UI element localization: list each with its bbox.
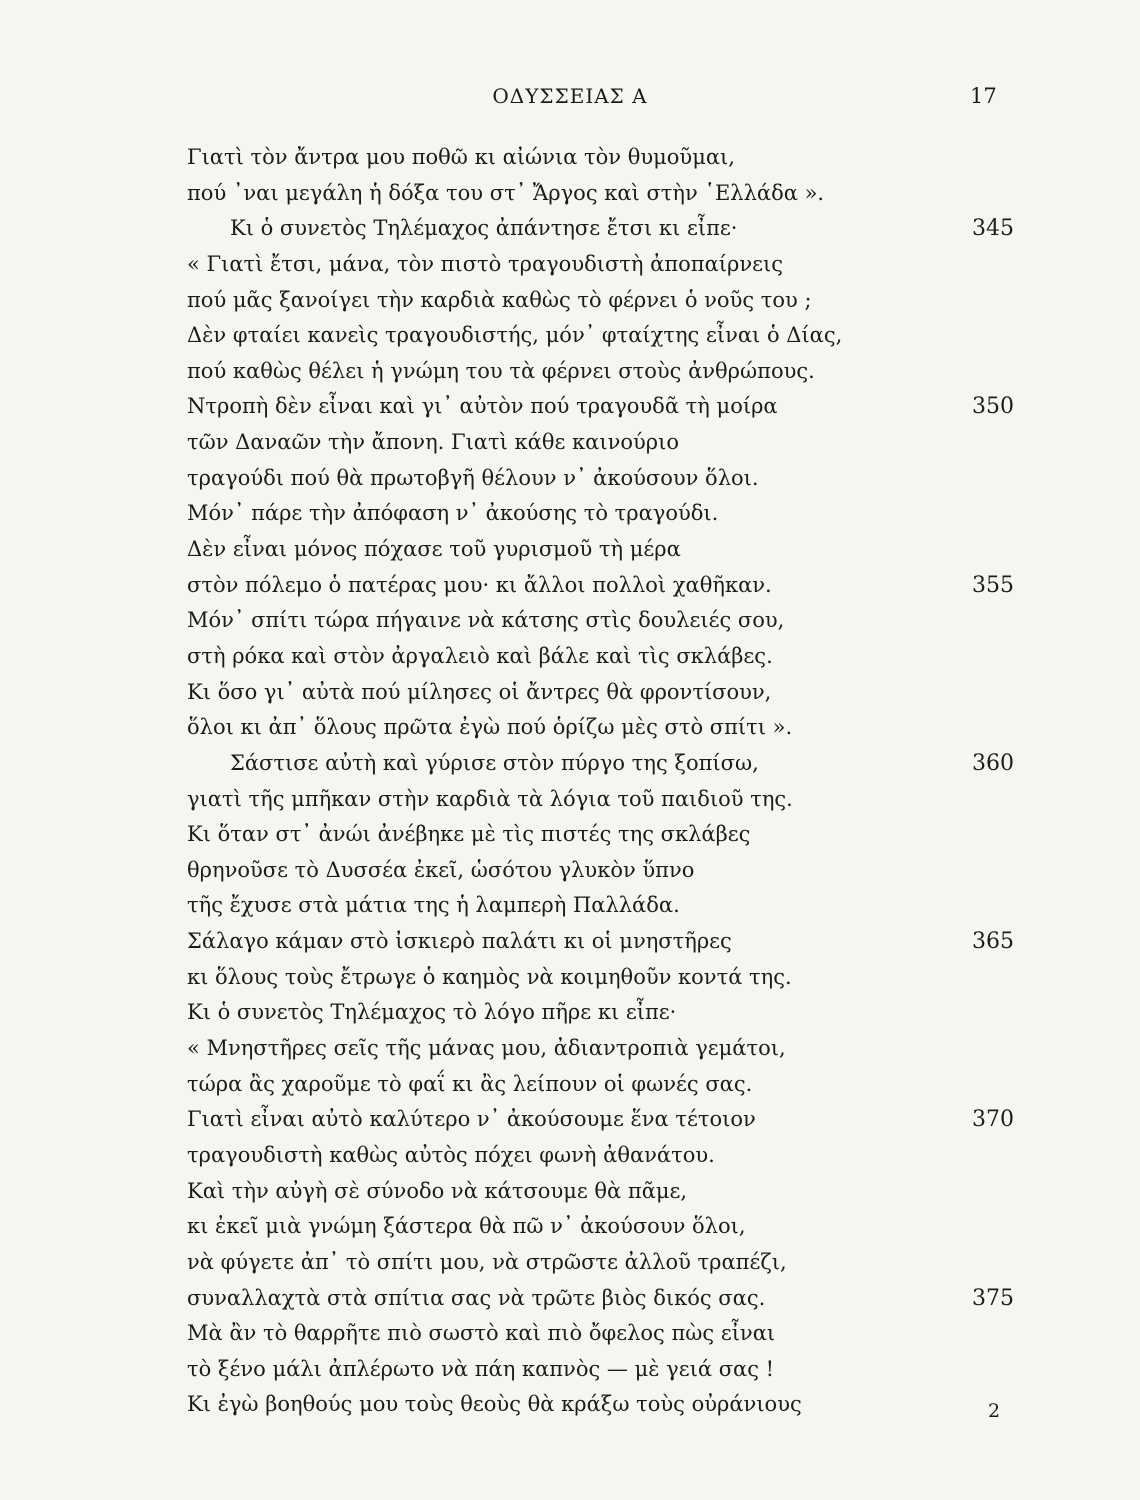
verse-text: « Μνηστῆρες σεῖς τῆς μάνας μου, ἀδιαντροπιὰ γεμάτοι, xyxy=(187,1036,786,1061)
verse-text: πού ᾿ναι μεγάλη ἡ δόξα του στ᾿ Ἄργος καὶ στὴν ῾Ελλάδα ». xyxy=(187,180,825,205)
verse-line xyxy=(187,354,977,390)
verse-text: τὸ ξένο μάλι ἀπλέρωτο νὰ πάη καπνὸς — μὲ γειά σας ! xyxy=(187,1356,775,1381)
verse-text: « Γιατὶ ἔτσι, μάνα, τὸν πιστὸ τραγουδιστὴ ἀποπαίρνεις xyxy=(187,251,783,276)
verse-line xyxy=(187,853,977,889)
verse-text: Ντροπὴ δὲν εἶναι καὶ γι᾿ αὐτὸν πού τραγουδᾶ τὴ μοίρα xyxy=(187,394,778,419)
verse-line xyxy=(187,1387,977,1423)
verse-line xyxy=(187,425,977,461)
verse-text: τραγούδι πού θὰ πρωτοβγῆ θέλουν ν᾿ ἀκούσουν ὅλοι. xyxy=(187,465,759,490)
verse-text: Δὲν φταίει κανεὶς τραγουδιστής, μόν᾿ φταίχτης εἶναι ὁ Δίας, xyxy=(187,323,843,348)
verse-line xyxy=(187,1067,977,1103)
line-number: 350 xyxy=(972,394,1014,420)
verse-text: τῶν Δαναῶν τὴν ἄπονη. Γιατὶ κάθε καινούριο xyxy=(187,430,679,455)
verse-text: Σάστισε αὐτὴ καὶ γύρισε στὸν πύργο της ξοπίσω, xyxy=(230,750,759,775)
verse-line xyxy=(187,639,977,675)
verse-text: συναλλαχτὰ στὰ σπίτια σας νὰ τρῶτε βιὸς δικός σας. xyxy=(187,1285,766,1310)
verse-text: Κι ἐγὼ βοηθούς μου τοὺς θεοὺς θὰ κράξω τοὺς οὐράνιους xyxy=(187,1392,802,1417)
verse-line xyxy=(187,568,1014,604)
verse-line xyxy=(187,1281,1014,1317)
verse-text: θρηνοῦσε τὸ Δυσσέα ἐκεῖ, ὡσότου γλυκὸν ὕπνο xyxy=(187,857,695,882)
line-number: 355 xyxy=(972,572,1014,598)
verse-line xyxy=(187,318,977,354)
verse-line xyxy=(187,532,977,568)
verse-text: Γιατὶ τὸν ἄντρα μου ποθῶ κι αἰώνια τὸν θυμοῦμαι, xyxy=(187,145,735,169)
verse-line xyxy=(187,1316,977,1352)
verse-line xyxy=(187,1102,1014,1138)
verse-line xyxy=(187,1138,977,1174)
signature-mark: 2 xyxy=(988,1400,1001,1422)
verse-text: Μόν᾿ σπίτι τώρα πήγαινε νὰ κάτσης στὶς δουλειές σου, xyxy=(187,608,785,633)
verse-line xyxy=(187,461,977,497)
verse-text: Κι ὁ συνετὸς Τηλέμαχος τὸ λόγο πῆρε κι εἶπε· xyxy=(187,1000,677,1025)
page-number: 17 xyxy=(970,84,997,108)
line-number: 370 xyxy=(972,1107,1014,1133)
verse-line xyxy=(187,782,977,818)
verse-text: στὸν πόλεμο ὁ πατέρας μου· κι ἄλλοι πολλοὶ χαθῆκαν. xyxy=(187,572,772,597)
verse-line xyxy=(187,675,977,711)
verse-text: Σάλαγο κάμαν στὸ ἰσκιερὸ παλάτι κι οἱ μνηστῆρες xyxy=(187,929,732,954)
verse-line xyxy=(187,211,1014,247)
verse-line xyxy=(187,710,977,746)
line-number: 360 xyxy=(972,750,1014,776)
verse-line xyxy=(187,140,977,176)
verse-text: γιατὶ τῆς μπῆκαν στὴν καρδιὰ τὰ λόγια τοῦ παιδιοῦ της. xyxy=(187,786,793,811)
line-number: 375 xyxy=(972,1285,1014,1311)
verse-text: νὰ φύγετε ἀπ᾿ τὸ σπίτι μου, νὰ στρῶστε ἀλλοῦ τραπέζι, xyxy=(187,1249,787,1274)
running-title: ΟΔΥΣΣΕΙΑΣ Α xyxy=(492,84,648,108)
verse-text: τῆς ἔχυσε στὰ μάτια της ἡ λαμπερὴ Παλλάδα. xyxy=(187,893,680,918)
verse-line xyxy=(187,1352,977,1388)
verse-line xyxy=(187,1209,977,1245)
verse-text: Κι ὁ συνετὸς Τηλέμαχος ἀπάντησε ἔτσι κι εἶπε· xyxy=(230,216,738,241)
verse-text: πού καθὼς θέλει ἡ γνώμη του τὰ φέρνει στοὺς ἀνθρώπους. xyxy=(187,358,815,383)
verse-line xyxy=(187,817,977,853)
verse-line xyxy=(187,496,977,532)
verse-text: Κι ὅταν στ᾿ ἀνώι ἀνέβηκε μὲ τὶς πιστές της σκλάβες xyxy=(187,822,751,847)
line-number: 365 xyxy=(972,929,1014,955)
verse-line xyxy=(187,247,977,283)
verse-line xyxy=(187,283,977,319)
verse-text: πού μᾶς ξανοίγει τὴν καρδιὰ καθὼς τὸ φέρνει ὁ νοῦς του ; xyxy=(187,287,812,312)
verse-line xyxy=(187,888,977,924)
verse-block xyxy=(187,140,1014,1423)
verse-text: τραγουδιστὴ καθὼς αὐτὸς πόχει φωνὴ ἀθανάτου. xyxy=(187,1142,715,1167)
verse-text: Καὶ τὴν αὐγὴ σὲ σύνοδο νὰ κάτσουμε θὰ πᾶμε, xyxy=(187,1178,688,1203)
verse-text: Κι ὅσο γι᾿ αὐτὰ πού μίλησες οἱ ἄντρες θὰ φροντίσουν, xyxy=(187,679,772,704)
verse-line xyxy=(187,176,977,212)
verse-text: Γιατὶ εἶναι αὐτὸ καλύτερο ν᾿ ἀκούσουμε ἕνα τέτοιον xyxy=(187,1107,756,1132)
verse-text: κι ὅλους τοὺς ἔτρωγε ὁ καημὸς νὰ κοιμηθοῦν κοντά της. xyxy=(187,964,792,989)
verse-text: τώρα ἂς χαροῦμε τὸ φαΐ κι ἂς λείπουν οἱ φωνές σας. xyxy=(187,1071,753,1096)
verse-line xyxy=(187,960,977,996)
verse-line xyxy=(187,1031,977,1067)
verse-text: κι ἐκεῖ μιὰ γνώμη ξάστερα θὰ πῶ ν᾿ ἀκούσουν ὅλοι, xyxy=(187,1214,746,1239)
verse-line xyxy=(187,603,977,639)
verse-line xyxy=(187,995,977,1031)
verse-text: Μόν᾿ πάρε τὴν ἀπόφαση ν᾿ ἀκούσης τὸ τραγούδι. xyxy=(187,501,719,526)
verse-text: στὴ ρόκα καὶ στὸν ἀργαλειὸ καὶ βάλε καὶ τὶς σκλάβες. xyxy=(187,643,773,668)
verse-text: ὅλοι κι ἀπ᾿ ὅλους πρῶτα ἐγὼ πού ὁρίζω μὲς στὸ σπίτι ». xyxy=(187,715,793,740)
verse-line xyxy=(187,746,1014,782)
verse-line xyxy=(187,1245,977,1281)
line-number: 345 xyxy=(972,216,1014,242)
verse-text: Μὰ ἂν τὸ θαρρῆτε πιὸ σωστὸ καὶ πιὸ ὄφελος πὼς εἶναι xyxy=(187,1321,776,1346)
verse-line xyxy=(187,389,1014,425)
verse-line xyxy=(187,924,1014,960)
verse-text: Δὲν εἶναι μόνος πόχασε τοῦ γυρισμοῦ τὴ μέρα xyxy=(187,537,681,562)
verse-line xyxy=(187,1174,977,1210)
